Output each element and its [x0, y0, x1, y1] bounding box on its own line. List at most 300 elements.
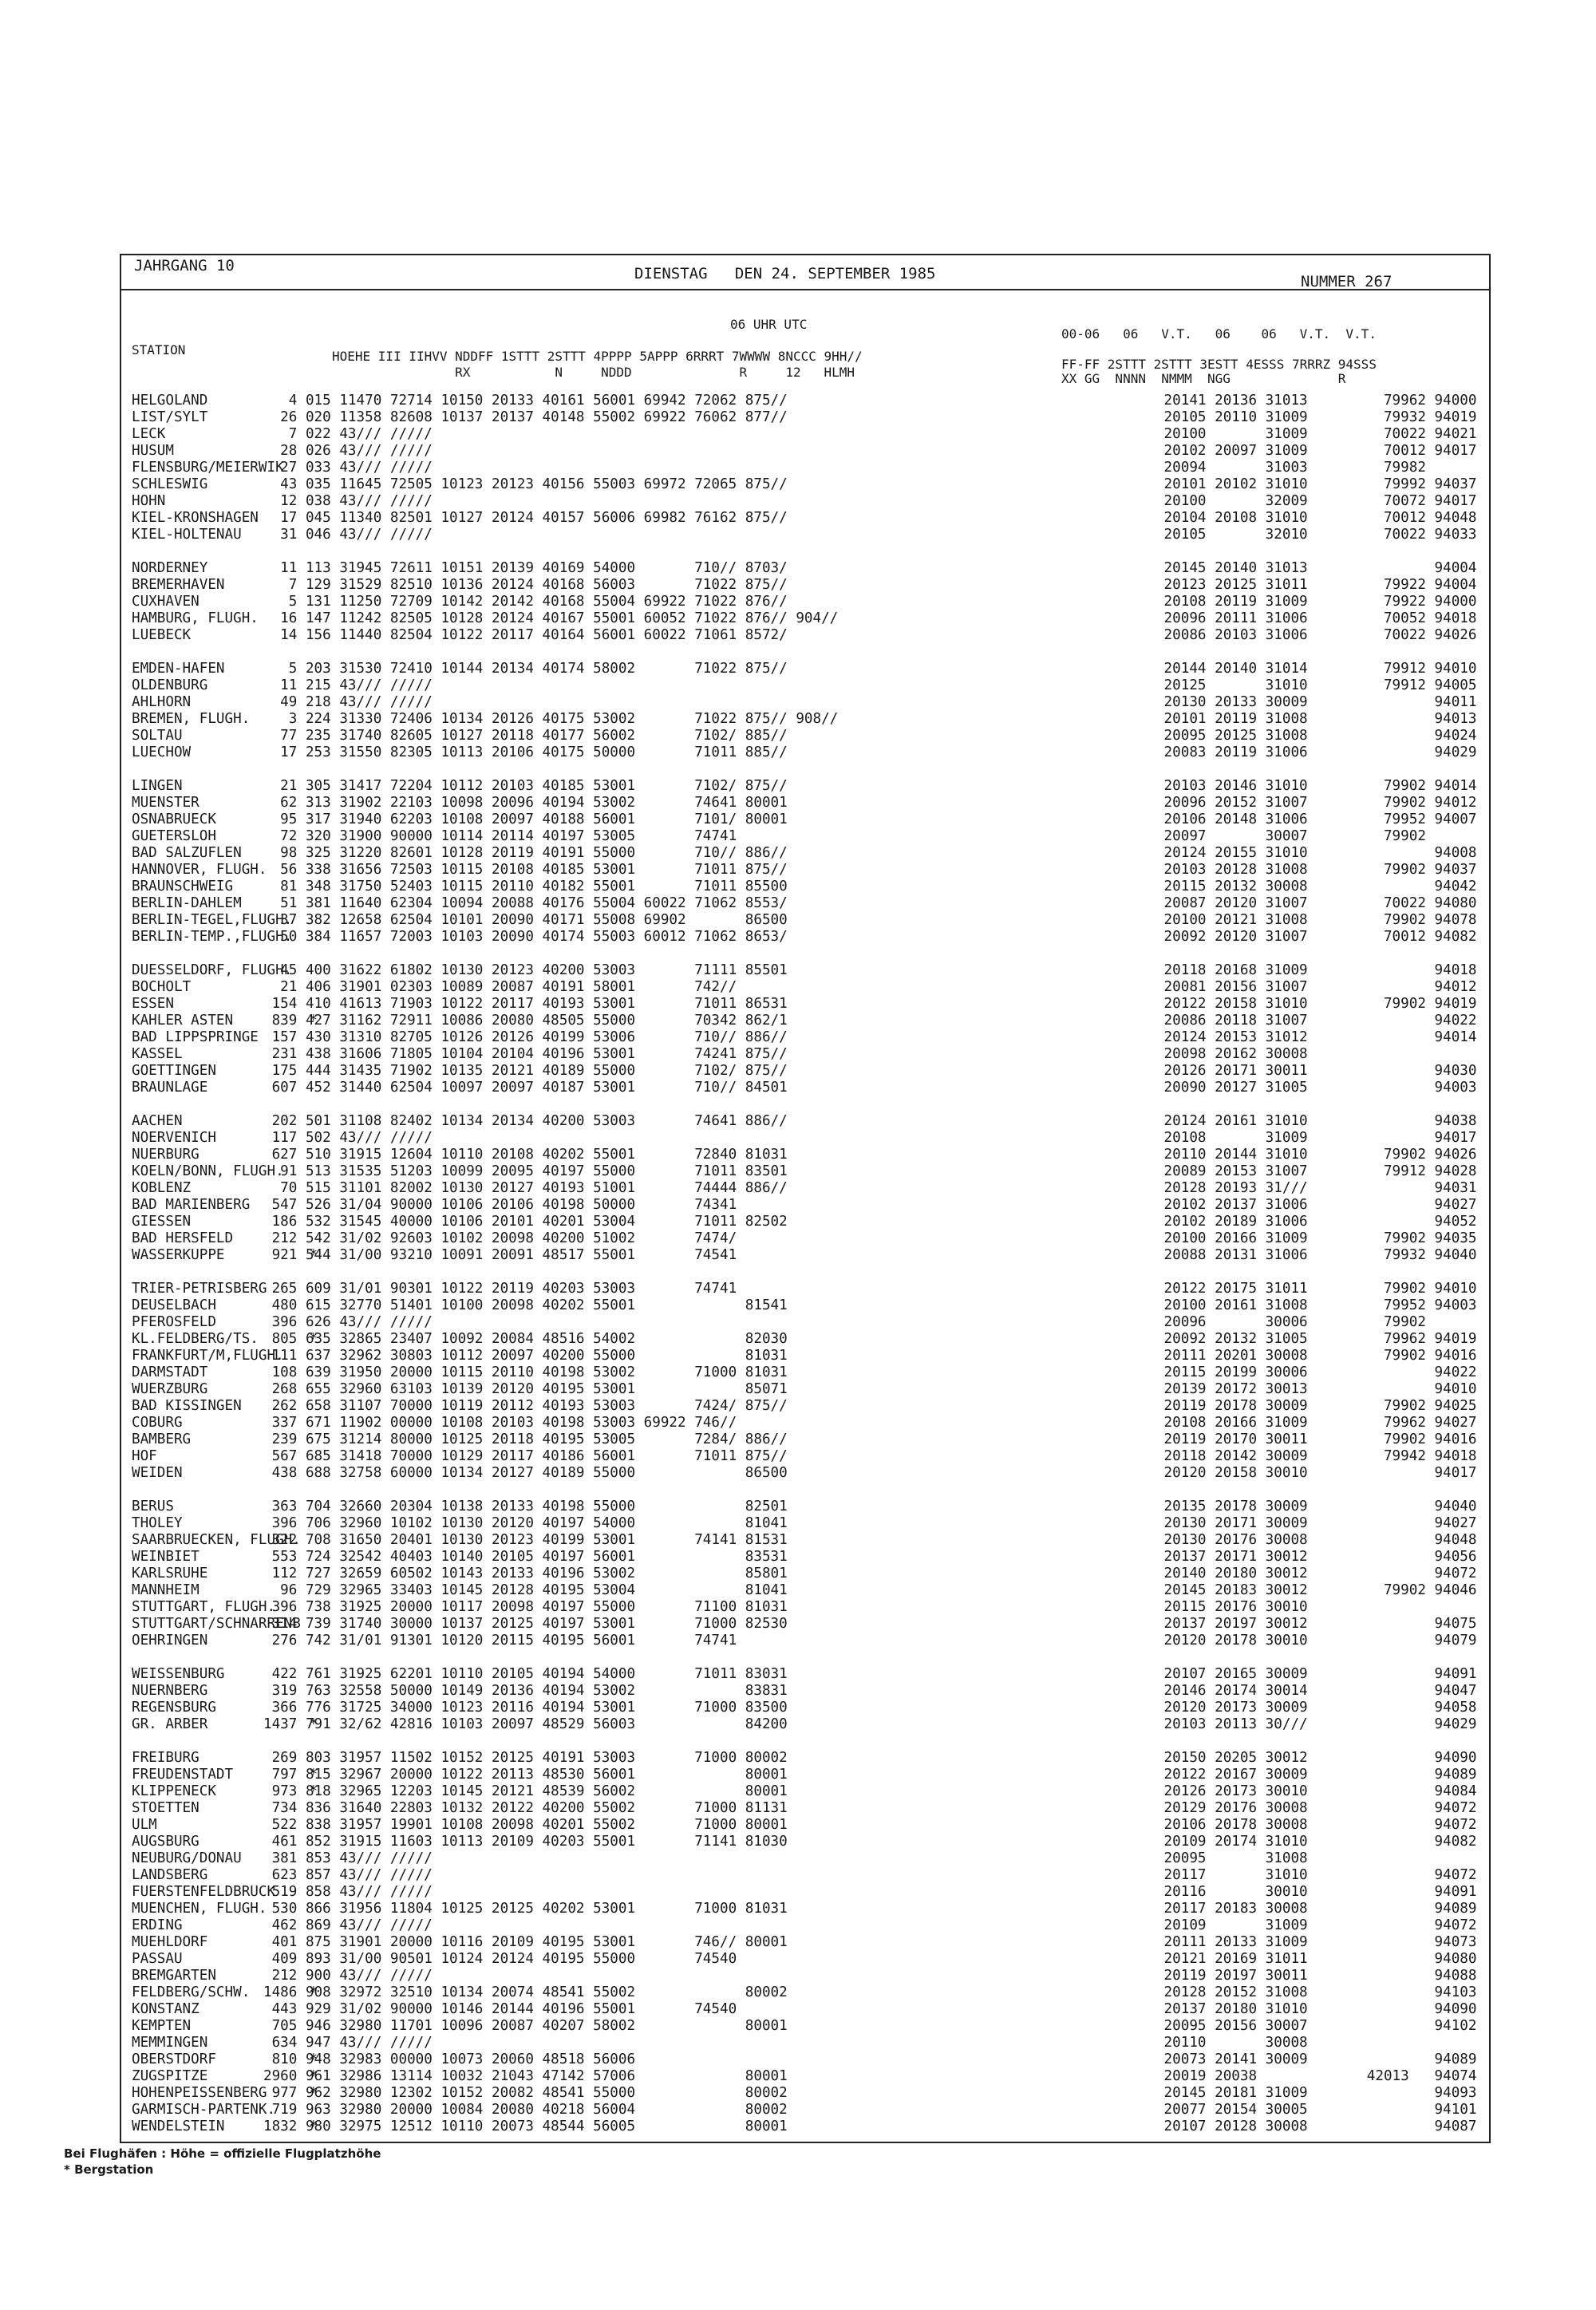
station-name: AACHEN — [132, 1113, 183, 1129]
secondary-data: 20088 20131 31006 79932 94040 — [1113, 1247, 1477, 1263]
group-spacer — [263, 761, 838, 778]
header-rule — [120, 289, 1491, 290]
station-name: GOETTINGEN — [132, 1063, 216, 1079]
station-name: LIST/SYLT — [132, 409, 208, 425]
observation-data: 462 869 43/// ///// — [263, 1917, 433, 1933]
observation-data: 91 513 31535 51203 10099 20095 40197 55000 71011 83501 — [263, 1163, 788, 1179]
secondary-data: 20129 20176 30008 94072 — [1113, 1800, 1477, 1816]
station-name: SCHLESWIG — [132, 476, 208, 492]
secondary-data: 20120 20158 30010 94017 — [1113, 1465, 1477, 1481]
secondary-data: 20150 20205 30012 94090 — [1113, 1750, 1477, 1766]
secondary-data: 20128 20152 31008 94103 — [1113, 1984, 1477, 2000]
group-spacer — [1113, 1482, 1476, 1499]
station-name: KL.FELDBERG/TS. * — [132, 1331, 318, 1347]
observation-data: 2960 961 32986 13114 10032 21043 47142 57006 80001 — [263, 2068, 788, 2084]
observation-data: 96 729 32965 33403 10145 20128 40195 53004 81041 — [263, 1582, 788, 1598]
station-name: TRIER-PETRISBERG — [132, 1281, 267, 1297]
station-name: OEHRINGEN — [132, 1633, 208, 1649]
station-name: BAD SALZUFLEN — [132, 845, 242, 861]
secondary-data: 20092 20120 31007 70012 94082 — [1113, 929, 1477, 945]
secondary-data: 20096 20152 31007 79902 94012 — [1113, 795, 1477, 811]
observation-data: 921 544 31/00 93210 10091 20091 48517 55001 74541 — [263, 1247, 737, 1263]
secondary-data: 20103 20128 31008 79902 94037 — [1113, 862, 1477, 878]
secondary-data: 20095 20156 30007 94102 — [1113, 2018, 1477, 2034]
jahrgang-label: JAHRGANG 10 — [134, 257, 235, 274]
station-name: KARLSRUHE — [132, 1566, 208, 1581]
observation-data: 519 858 43/// ///// — [263, 1884, 433, 1900]
group-spacer — [263, 1096, 838, 1113]
secondary-data: 20118 20142 30009 79942 94018 — [1113, 1448, 1477, 1464]
observation-data: 797 815 32967 20000 10122 20113 48530 56001 80001 — [263, 1767, 788, 1783]
secondary-data: 20019 20038 42013 94074 — [1113, 2068, 1477, 2084]
observation-data: 26 020 11358 82608 10137 20137 40148 55002 69922 76062 877// — [263, 409, 788, 425]
station-name: HOHN — [132, 493, 166, 509]
secondary-data: 20073 20141 30009 94089 — [1113, 2051, 1477, 2067]
station-name: WENDELSTEIN * — [132, 2118, 318, 2134]
station-name: LINGEN — [132, 778, 183, 794]
observation-data: 5 203 31530 72410 10144 20134 40174 58002 71022 875// — [263, 661, 788, 677]
station-name: DEUSELBACH — [132, 1297, 216, 1313]
secondary-data: 20103 20113 30/// 94029 — [1113, 1716, 1477, 1732]
observation-data: 973 818 32965 12203 10145 20121 48539 56002 80001 — [263, 1783, 788, 1799]
observation-data: 111 637 32962 30803 10112 20097 40200 55000 81031 — [263, 1348, 788, 1364]
observation-data: 363 704 32660 20304 10138 20133 40198 55000 82501 — [263, 1499, 788, 1514]
observation-data: 396 626 43/// ///// — [263, 1314, 433, 1330]
footnote-mountain-station: * Bergstation — [64, 2162, 154, 2177]
secondary-data: 20098 20162 30008 — [1113, 1046, 1308, 1062]
observation-data: 734 836 31640 22803 10132 20122 40200 55002 71000 81131 — [263, 1800, 788, 1816]
secondary-data: 20122 20175 31011 79902 94010 — [1113, 1281, 1477, 1297]
station-name: KOELN/BONN, FLUGH. — [132, 1163, 284, 1179]
left-column-header-line1: HOEHE III IIHVV NDDFF 1STTT 2STTT 4PPPP 5APPP 6RRRT 7WWWW 8NCCC 9HH// — [332, 349, 863, 364]
observation-data: 705 946 32980 11701 10096 20087 40207 58002 80001 — [263, 2018, 788, 2034]
station-name: WEIDEN — [132, 1465, 183, 1481]
secondary-data: 20077 20154 30005 94101 — [1113, 2102, 1477, 2118]
station-name: FUERSTENFELDBRUCK — [132, 1884, 276, 1900]
observation-data: 112 727 32659 60502 10143 20133 40196 53002 85801 — [263, 1566, 788, 1581]
observation-data: 396 738 31925 20000 10117 20098 40197 55000 71100 81031 — [263, 1599, 788, 1615]
secondary-data: 20117 20183 30008 94089 — [1113, 1901, 1477, 1917]
station-name: HOF — [132, 1448, 157, 1464]
secondary-data: 20111 20133 31009 94073 — [1113, 1934, 1477, 1950]
station-name: BAD HERSFELD — [132, 1230, 234, 1246]
station-name: BAD MARIENBERG — [132, 1197, 251, 1213]
secondary-data: 20102 20189 31006 94052 — [1113, 1214, 1477, 1230]
observation-data: 366 776 31725 34000 10123 20116 40194 53001 71000 83500 — [263, 1700, 788, 1716]
observation-data: 314 739 31740 30000 10137 20125 40197 53001 71000 82530 — [263, 1616, 788, 1632]
secondary-data: 20100 32009 70072 94017 — [1113, 493, 1477, 509]
secondary-data: 20101 20119 31008 94013 — [1113, 711, 1477, 727]
secondary-data: 20122 20158 31010 79902 94019 — [1113, 996, 1477, 1012]
secondary-data: 20130 20171 30009 94027 — [1113, 1515, 1477, 1531]
observation-data: 553 724 32542 40403 10140 20105 40197 56001 83531 — [263, 1549, 788, 1565]
observation-data: 1437 791 32/62 42816 10103 20097 48529 56003 84200 — [263, 1716, 788, 1732]
secondary-data: 20107 20128 30008 94087 — [1113, 2118, 1477, 2134]
station-name: FREUDENSTADT * — [132, 1767, 318, 1783]
date-label: DIENSTAG DEN 24. SEPTEMBER 1985 — [634, 265, 936, 282]
observation-data: 337 671 11902 00000 10108 20103 40198 53003 69922 746// — [263, 1415, 737, 1431]
observation-data: 27 033 43/// ///// — [263, 460, 433, 476]
station-name: BERUS — [132, 1499, 174, 1514]
secondary-data: 20125 31010 79912 94005 — [1113, 677, 1477, 693]
secondary-data: 20130 20176 30008 94048 — [1113, 1532, 1477, 1548]
observation-data: 1832 980 32975 12512 10110 20073 48544 56005 80001 — [263, 2118, 788, 2134]
observation-data: 12 038 43/// ///// — [263, 493, 433, 509]
station-name: KEMPTEN — [132, 2018, 192, 2034]
station-name: KIEL-HOLTENAU — [132, 527, 242, 543]
station-name: KAHLER ASTEN * — [132, 1013, 318, 1029]
station-name: STUTTGART, FLUGH. — [132, 1599, 276, 1615]
observation-data: 3 224 31330 72406 10134 20126 40175 53002 71022 875// 908// — [263, 711, 839, 727]
secondary-data: 20096 30006 79902 — [1113, 1314, 1426, 1330]
secondary-data: 20101 20102 31010 79992 94037 — [1113, 476, 1477, 492]
observation-data: 186 532 31545 40000 10106 20101 40201 53004 71011 82502 — [263, 1214, 788, 1230]
station-name: SAARBRUECKEN, FLUGH. — [132, 1532, 301, 1548]
station-name: WASSERKUPPE * — [132, 1247, 318, 1263]
observation-data: 381 853 43/// ///// — [263, 1850, 433, 1866]
station-name: LANDSBERG — [132, 1867, 208, 1883]
secondary-data: 20106 20148 31006 79952 94007 — [1113, 811, 1477, 827]
station-name: GARMISCH-PARTENK. — [132, 2102, 276, 2118]
observation-data: 276 742 31/01 91301 10120 20115 40195 56001 74741 — [263, 1633, 737, 1649]
secondary-data: 20100 31009 70022 94021 — [1113, 426, 1477, 442]
secondary-data: 20094 31003 79982 — [1113, 460, 1426, 476]
observation-data: 547 526 31/04 90000 10106 20106 40198 50000 74341 — [263, 1197, 737, 1213]
right-column-header-line2: XX GG NNNN NMMM NGG R — [1061, 371, 1346, 386]
observation-data: 175 444 31435 71902 10135 20121 40189 55000 7102/ 875// — [263, 1063, 788, 1079]
observation-data: 322 708 31650 20401 10130 20123 40199 53001 74141 81531 — [263, 1532, 788, 1548]
secondary-data: 20090 20127 31005 94003 — [1113, 1080, 1477, 1096]
observation-data: 37 382 12658 62504 10101 20090 40171 55008 69902 86500 — [263, 912, 788, 928]
left-column-header-line2: RX N NDDD R 12 HLMH — [332, 365, 855, 380]
secondary-data: 20081 20156 31007 94012 — [1113, 979, 1477, 995]
secondary-data: 20110 30008 — [1113, 2035, 1308, 2051]
group-spacer — [1113, 1264, 1476, 1281]
station-name: KOBLENZ — [132, 1180, 192, 1196]
secondary-data: 20105 32010 70022 94033 — [1113, 527, 1477, 543]
station-name: BREMERHAVEN — [132, 577, 225, 593]
observation-data: 212 900 43/// ///// — [263, 1968, 433, 1984]
secondary-data: 20124 20155 31010 94008 — [1113, 845, 1477, 861]
observation-data: 719 963 32980 20000 10084 20080 40218 56004 80002 — [263, 2102, 788, 2118]
time-header: 06 UHR UTC — [730, 317, 808, 332]
secondary-data: 20108 20166 31009 79962 94027 — [1113, 1415, 1477, 1431]
observation-data: 117 502 43/// ///// — [263, 1130, 433, 1146]
secondary-data: 20092 20132 31005 79962 94019 — [1113, 1331, 1477, 1347]
secondary-data: 20111 20201 30008 79902 94016 — [1113, 1348, 1477, 1364]
secondary-data: 20120 20173 30009 94058 — [1113, 1700, 1477, 1716]
secondary-data: 20130 20133 30009 94011 — [1113, 694, 1477, 710]
observation-data: 21 406 31901 02303 10089 20087 40191 58001 742// — [263, 979, 737, 995]
station-name: BERLIN-DAHLEM — [132, 895, 242, 911]
secondary-data: 20137 20171 30012 94056 — [1113, 1549, 1477, 1565]
group-spacer — [1113, 1096, 1476, 1113]
observation-data: 11 113 31945 72611 10151 20139 40169 54000 710// 8703/ — [263, 560, 788, 576]
observation-data: 269 803 31957 11502 10152 20125 40191 53003 71000 80002 — [263, 1750, 788, 1766]
station-name: EMDEN-HAFEN — [132, 661, 225, 677]
observation-data: 98 325 31220 82601 10128 20119 40191 55000 710// 886// — [263, 845, 788, 861]
secondary-data: 20117 31010 94072 — [1113, 1867, 1477, 1883]
station-name: ULM — [132, 1817, 157, 1833]
secondary-data: 20145 20183 30012 79902 94046 — [1113, 1582, 1477, 1598]
station-name: GIESSEN — [132, 1214, 192, 1230]
observation-data: 14 156 11440 82504 10122 20117 40164 56001 60022 71061 8572/ — [263, 627, 788, 643]
station-name: BERLIN-TEGEL,FLUGH. — [132, 912, 293, 928]
station-name: BREMGARTEN — [132, 1968, 216, 1984]
group-spacer — [1113, 946, 1476, 962]
secondary-data: 20116 30010 94091 — [1113, 1884, 1477, 1900]
secondary-data: 20102 20137 31006 94027 — [1113, 1197, 1477, 1213]
secondary-data: 20086 20118 31007 94022 — [1113, 1013, 1477, 1029]
secondary-data: 20115 20132 30008 94042 — [1113, 879, 1477, 894]
observation-data: 530 866 31956 11804 10125 20125 40202 53001 71000 81031 — [263, 1901, 788, 1917]
observation-data: 7 129 31529 82510 10136 20124 40168 56003 71022 875// — [263, 577, 788, 593]
observation-data: 70 515 31101 82002 10130 20127 40193 51001 74444 886// — [263, 1180, 788, 1196]
station-name: BAD LIPPSPRINGE — [132, 1029, 259, 1045]
observation-data: 319 763 32558 50000 10149 20136 40194 53002 83831 — [263, 1683, 788, 1699]
station-name: OLDENBURG — [132, 677, 208, 693]
secondary-data: 20089 20153 31007 79912 94028 — [1113, 1163, 1477, 1179]
observation-data: 51 381 11640 62304 10094 20088 40176 55004 60022 71062 8553/ — [263, 895, 788, 911]
secondary-data: 20124 20161 31010 94038 — [1113, 1113, 1477, 1129]
station-column-header: STATION — [132, 342, 186, 357]
group-spacer — [263, 1264, 838, 1281]
station-name: BAMBERG — [132, 1431, 192, 1447]
secondary-data: 20109 31009 94072 — [1113, 1917, 1477, 1933]
observation-data: 262 658 31107 70000 10119 20112 40193 53003 7424/ 875// — [263, 1398, 788, 1414]
group-spacer — [1113, 1733, 1476, 1750]
secondary-data: 20103 20146 31010 79902 94014 — [1113, 778, 1477, 794]
station-name: THOLEY — [132, 1515, 183, 1531]
station-name: HAMBURG, FLUGH. — [132, 610, 259, 626]
observation-data: 81 348 31750 52403 10115 20110 40182 55001 71011 85500 — [263, 879, 788, 894]
station-name: MEMMINGEN — [132, 2035, 208, 2051]
station-name: BRAUNSCHWEIG — [132, 879, 234, 894]
observation-data: 623 857 43/// ///// — [263, 1867, 433, 1883]
main-observation-column — [263, 393, 838, 2135]
station-name: AHLHORN — [132, 694, 192, 710]
observation-data: 95 317 31940 62203 10108 20097 40188 56001 7101/ 80001 — [263, 811, 788, 827]
group-spacer — [263, 644, 838, 661]
secondary-data: 20109 20174 31010 94082 — [1113, 1834, 1477, 1850]
observation-data: 805 635 32865 23407 10092 20084 48516 54002 82030 — [263, 1331, 788, 1347]
secondary-data: 20139 20172 30013 94010 — [1113, 1381, 1477, 1397]
observation-data: 231 438 31606 71805 10104 20104 40196 53001 74241 875// — [263, 1046, 788, 1062]
observation-data: 50 384 11657 72003 10103 20090 40174 55003 60012 71062 8653/ — [263, 929, 788, 945]
secondary-data: 20145 20181 31009 94093 — [1113, 2085, 1477, 2101]
station-name: MUENSTER — [132, 795, 200, 811]
issue-number: NUMMER 267 — [1301, 273, 1393, 290]
station-name: HELGOLAND — [132, 393, 208, 409]
observation-data: 422 761 31925 62201 10110 20105 40194 54000 71011 83031 — [263, 1666, 788, 1682]
station-name: FELDBERG/SCHW. * — [132, 1984, 318, 2000]
secondary-data: 20115 20176 30010 — [1113, 1599, 1308, 1615]
secondary-data: 20119 20197 30011 94088 — [1113, 1968, 1477, 1984]
observation-data: 17 253 31550 82305 10113 20106 40175 50000 71011 885// — [263, 744, 788, 760]
secondary-data: 20100 20166 31009 79902 94035 — [1113, 1230, 1477, 1246]
station-name: GUETERSLOH — [132, 828, 216, 844]
secondary-data: 20100 20121 31008 79902 94078 — [1113, 912, 1477, 928]
observation-data: 21 305 31417 72204 10112 20103 40185 53001 7102/ 875// — [263, 778, 788, 794]
observation-data: 443 929 31/02 90000 10146 20144 40196 55001 74540 — [263, 2001, 737, 2017]
station-name: NOERVENICH — [132, 1130, 216, 1146]
secondary-data: 20108 20119 31009 79922 94000 — [1113, 594, 1477, 610]
station-name: LUECHOW — [132, 744, 192, 760]
secondary-data: 20126 20171 30011 94030 — [1113, 1063, 1477, 1079]
observation-data: 409 893 31/00 90501 10124 20124 40195 55000 74540 — [263, 1951, 737, 1967]
observation-data: 396 706 32960 10102 10130 20120 40197 54000 81041 — [263, 1515, 788, 1531]
station-name: LUEBECK — [132, 627, 192, 643]
station-name: HANNOVER, FLUGH. — [132, 862, 267, 878]
observation-data: 268 655 32960 63103 10139 20120 40195 53001 85071 — [263, 1381, 788, 1397]
station-name: WUERZBURG — [132, 1381, 208, 1397]
observation-data: 108 639 31950 20000 10115 20110 40198 53002 71000 81031 — [263, 1364, 788, 1380]
observation-data: 11 215 43/// ///// — [263, 677, 433, 693]
observation-data: 634 947 43/// ///// — [263, 2035, 433, 2051]
observation-data: 77 235 31740 82605 10127 20118 40177 56002 7102/ 885// — [263, 728, 788, 744]
secondary-data: 20128 20193 31/// 94031 — [1113, 1180, 1477, 1196]
observation-data: 43 035 11645 72505 10123 20123 40156 55003 69972 72065 875// — [263, 476, 788, 492]
group-spacer — [263, 543, 838, 560]
secondary-data: 20146 20174 30014 94047 — [1113, 1683, 1477, 1699]
secondary-data: 20122 20167 30009 94089 — [1113, 1767, 1477, 1783]
observation-data: 1486 908 32972 32510 10134 20074 48541 55002 80002 — [263, 1984, 788, 2000]
secondary-data: 20105 20110 31009 79932 94019 — [1113, 409, 1477, 425]
station-name: BRAUNLAGE — [132, 1080, 208, 1096]
secondary-data: 20108 31009 94017 — [1113, 1130, 1477, 1146]
group-spacer — [263, 1733, 838, 1750]
observation-data: 810 948 32983 00000 10073 20060 48518 56006 — [263, 2051, 636, 2067]
group-spacer — [1113, 543, 1476, 560]
observation-data: 7 022 43/// ///// — [263, 426, 433, 442]
secondary-data: 20137 20180 31010 94090 — [1113, 2001, 1477, 2017]
station-name: MANNHEIM — [132, 1582, 200, 1598]
station-name: ESSEN — [132, 996, 174, 1012]
observation-data: 212 542 31/02 92603 10102 20098 40200 51002 7474/ — [263, 1230, 737, 1246]
station-name: ERDING — [132, 1917, 183, 1933]
secondary-data: 20110 20144 31010 79902 94026 — [1113, 1147, 1477, 1163]
group-spacer — [1113, 644, 1476, 661]
group-spacer — [263, 1649, 838, 1666]
secondary-data: 20086 20103 31006 70022 94026 — [1113, 627, 1477, 643]
secondary-data: 20096 20111 31006 70052 94018 — [1113, 610, 1477, 626]
secondary-data: 20107 20165 30009 94091 — [1113, 1666, 1477, 1682]
station-name: WEINBIET — [132, 1549, 200, 1565]
secondary-data: 20119 20170 30011 79902 94016 — [1113, 1431, 1477, 1447]
observation-data: 72 320 31900 90000 10114 20114 40197 53005 74741 — [263, 828, 737, 844]
right-column-header-line0: 00-06 06 V.T. 06 06 V.T. V.T. — [1061, 326, 1377, 342]
secondary-data: 20135 20178 30009 94040 — [1113, 1499, 1477, 1514]
observation-data: 977 962 32980 12302 10152 20082 48541 55000 80002 — [263, 2085, 788, 2101]
secondary-data: 20095 20125 31008 94024 — [1113, 728, 1477, 744]
observation-data: 627 510 31915 12604 10110 20108 40202 55001 72840 81031 — [263, 1147, 788, 1163]
station-name: PFEROSFELD — [132, 1314, 216, 1330]
footnote-airport: Bei Flughäfen : Höhe = offizielle Flugplatzhöhe — [64, 2146, 381, 2161]
station-name: NUERBURG — [132, 1147, 200, 1163]
observation-data: 31 046 43/// ///// — [263, 527, 433, 543]
observation-data: 438 688 32758 60000 10134 20127 40189 55000 86500 — [263, 1465, 788, 1481]
observation-data: 461 852 31915 11603 10113 20109 40203 55001 71141 81030 — [263, 1834, 788, 1850]
observation-data: 62 313 31902 22103 10098 20096 40194 53002 74641 80001 — [263, 795, 788, 811]
station-name: FLENSBURG/MEIERWIK — [132, 460, 284, 476]
group-spacer — [263, 1482, 838, 1499]
station-name: WEISSENBURG — [132, 1666, 225, 1682]
station-name: PASSAU — [132, 1951, 183, 1967]
station-name: BOCHOLT — [132, 979, 192, 995]
observation-data: 265 609 31/01 90301 10122 20119 40203 53003 74741 — [263, 1281, 737, 1297]
observation-data: 45 400 31622 61802 10130 20123 40200 53003 71111 85501 — [263, 962, 788, 978]
observation-data: 157 430 31310 82705 10126 20126 40199 53006 710// 886// — [263, 1029, 788, 1045]
observation-data: 480 615 32770 51401 10100 20098 40202 55001 81541 — [263, 1297, 788, 1313]
station-name: OSNABRUECK — [132, 811, 216, 827]
secondary-data: 20100 20161 31008 79952 94003 — [1113, 1297, 1477, 1313]
observation-data: 401 875 31901 20000 10116 20109 40195 53001 746// 80001 — [263, 1934, 788, 1950]
secondary-data: 20126 20173 30010 94084 — [1113, 1783, 1477, 1799]
observation-data: 567 685 31418 70000 10129 20117 40186 56001 71011 875// — [263, 1448, 788, 1464]
station-name: SOLTAU — [132, 728, 183, 744]
observation-data: 16 147 11242 82505 10128 20124 40167 55001 60052 71022 876// 904// — [263, 610, 839, 626]
station-name: KASSEL — [132, 1046, 183, 1062]
secondary-data: 20083 20119 31006 94029 — [1113, 744, 1477, 760]
right-column-header-line1: FF-FF 2STTT 2STTT 3ESTT 4ESSS 7RRRZ 94SSS — [1061, 357, 1377, 372]
observation-data: 154 410 41613 71903 10122 20117 40193 53001 71011 86531 — [263, 996, 788, 1012]
station-name: AUGSBURG — [132, 1834, 200, 1850]
group-spacer — [263, 946, 838, 962]
observation-data: 202 501 31108 82402 10134 20134 40200 53003 74641 886// — [263, 1113, 788, 1129]
station-name: KLIPPENECK * — [132, 1783, 318, 1799]
station-name: BAD KISSINGEN — [132, 1398, 242, 1414]
station-name: NEUBURG/DONAU — [132, 1850, 242, 1866]
station-name: HUSUM — [132, 443, 174, 459]
station-name: DUESSELDORF, FLUGH. — [132, 962, 293, 978]
station-name: KONSTANZ — [132, 2001, 200, 2017]
station-name: BERLIN-TEMP.,FLUGH. — [132, 929, 293, 945]
station-name: CUXHAVEN — [132, 594, 200, 610]
station-name: NORDERNEY — [132, 560, 208, 576]
secondary-data: 20120 20178 30010 94079 — [1113, 1633, 1477, 1649]
station-name: HOHENPEISSENBERG * — [132, 2085, 318, 2101]
secondary-data: 20106 20178 30008 94072 — [1113, 1817, 1477, 1833]
secondary-observation-column — [1113, 393, 1476, 2135]
group-spacer — [1113, 1649, 1476, 1666]
station-name: DARMSTADT — [132, 1364, 208, 1380]
secondary-data: 20104 20108 31010 70012 94048 — [1113, 510, 1477, 526]
station-name: ZUGSPITZE * — [132, 2068, 318, 2084]
observation-data: 49 218 43/// ///// — [263, 694, 433, 710]
station-name: MUEHLDORF — [132, 1934, 208, 1950]
group-spacer — [1113, 761, 1476, 778]
station-name: OBERSTDORF * — [132, 2051, 318, 2067]
secondary-data: 20123 20125 31011 79922 94004 — [1113, 577, 1477, 593]
station-name: STUTTGART/SCHNARRENB — [132, 1616, 301, 1632]
secondary-data: 20140 20180 30012 94072 — [1113, 1566, 1477, 1581]
secondary-data: 20087 20120 31007 70022 94080 — [1113, 895, 1477, 911]
observation-data: 56 338 31656 72503 10115 20108 40185 53001 71011 875// — [263, 862, 788, 878]
station-name: COBURG — [132, 1415, 183, 1431]
secondary-data: 20144 20140 31014 79912 94010 — [1113, 661, 1477, 677]
station-name: STOETTEN — [132, 1800, 200, 1816]
secondary-data: 20095 31008 — [1113, 1850, 1308, 1866]
station-name: REGENSBURG — [132, 1700, 216, 1716]
observation-data: 839 427 31162 72911 10086 20080 48505 55000 70342 862/1 — [263, 1013, 788, 1029]
observation-data: 522 838 31957 19901 10108 20098 40201 55002 71000 80001 — [263, 1817, 788, 1833]
observation-data: 28 026 43/// ///// — [263, 443, 433, 459]
secondary-data: 20141 20136 31013 79962 94000 — [1113, 393, 1477, 409]
observation-data: 4 015 11470 72714 10150 20133 40161 56001 69942 72062 875// — [263, 393, 788, 409]
secondary-data: 20115 20199 30006 94022 — [1113, 1364, 1477, 1380]
secondary-data: 20124 20153 31012 94014 — [1113, 1029, 1477, 1045]
secondary-data: 20102 20097 31009 70012 94017 — [1113, 443, 1477, 459]
